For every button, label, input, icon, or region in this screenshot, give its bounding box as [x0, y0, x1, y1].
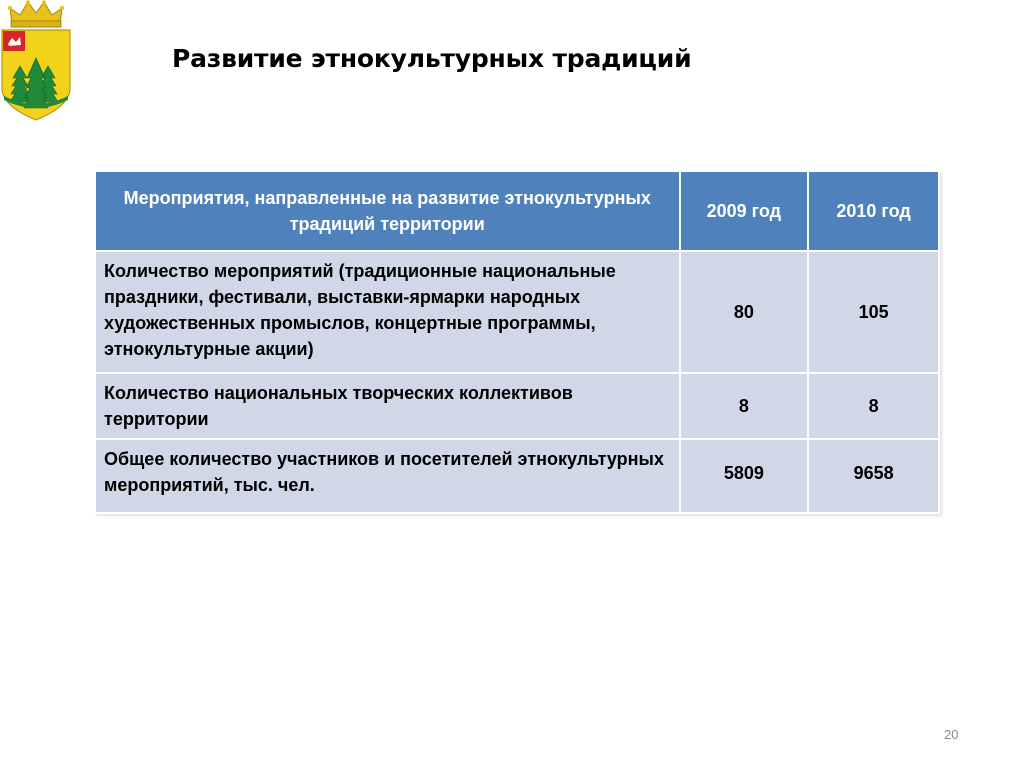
table-row [95, 439, 939, 513]
row-label: Общее количество участников и посетителей этнокультурных мероприятий, тыс. чел. [95, 439, 680, 513]
value-2010: 8 [808, 373, 939, 439]
value-2010: 9658 [808, 439, 939, 513]
value-2009: 5809 [680, 439, 809, 513]
crown-icon [8, 0, 64, 27]
table-row [95, 373, 939, 439]
value-2009: 8 [680, 373, 809, 439]
header-2009: 2009 год [680, 171, 809, 251]
page-number: 20 [944, 727, 959, 742]
header-2010: 2010 год [808, 171, 939, 251]
value-2010: 105 [808, 251, 939, 373]
table-header-row [95, 171, 939, 251]
row-label: Количество национальных творческих коллективов территории [95, 373, 680, 439]
value-2009: 80 [680, 251, 809, 373]
data-table [94, 170, 940, 514]
table-row [95, 251, 939, 373]
header-activities: Мероприятия, направленные на развитие этнокультурных традиций территории [95, 171, 680, 251]
row-label: Количество мероприятий (традиционные национальные праздники, фестивали, выставки-ярмарки народных художественных промыслов, концертные программы, этнокультурные акции) [95, 251, 680, 373]
slide-title: Развитие этнокультурных традиций [172, 44, 692, 73]
coat-of-arms-icon [0, 0, 72, 122]
